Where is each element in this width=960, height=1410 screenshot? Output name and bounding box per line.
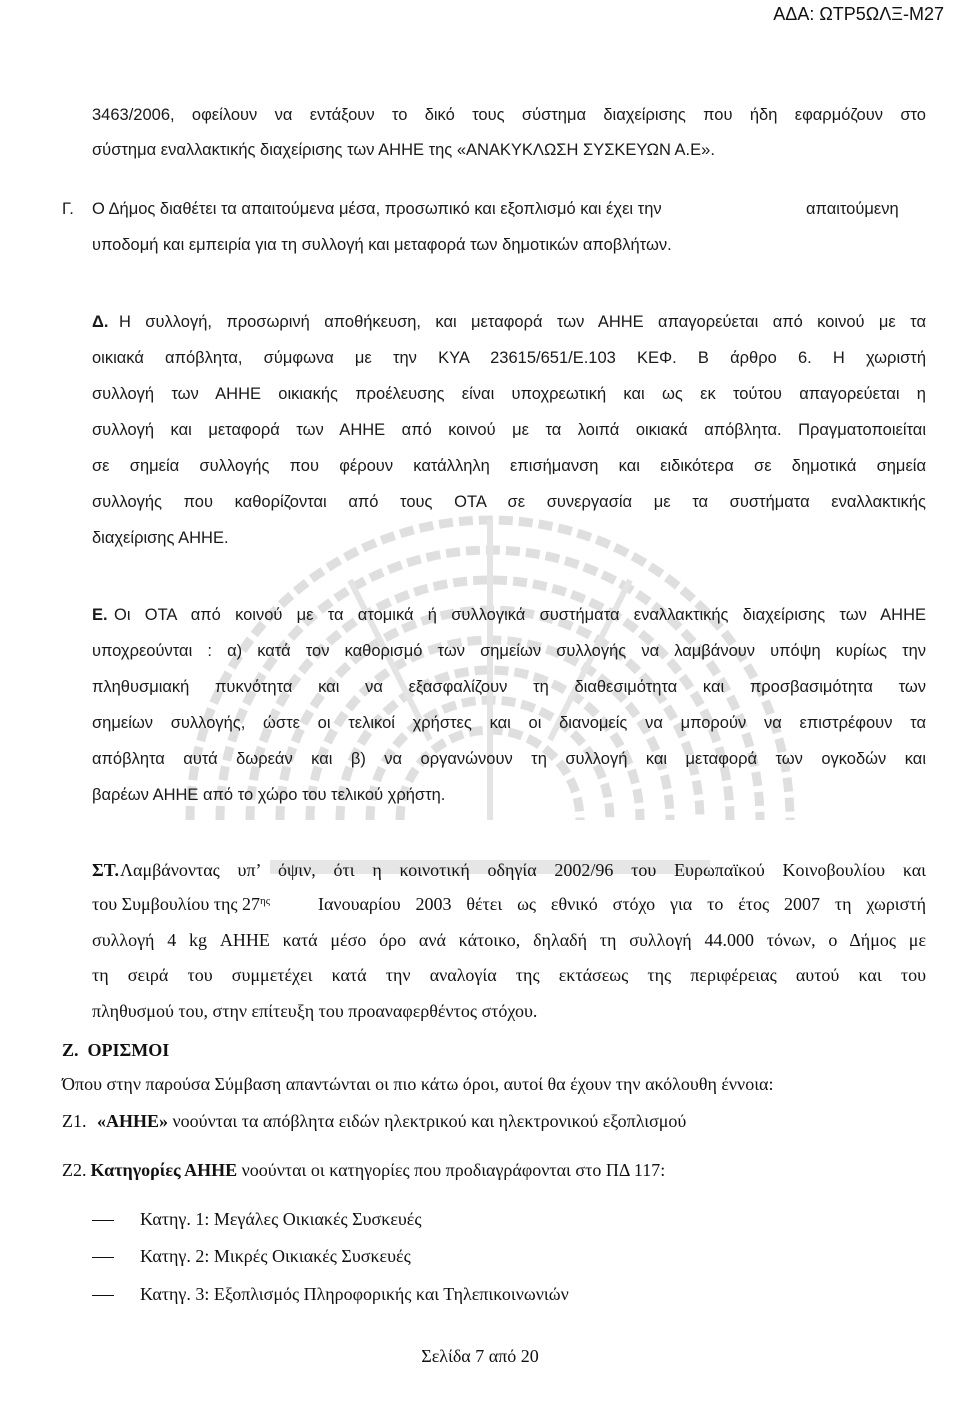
text-line: σημείων συλλογής, ώστε οι τελικοί χρήστες και οι διανομείς να μπορούν να επιστρέφουν τα bbox=[92, 714, 926, 732]
gamma-label: Γ. bbox=[62, 200, 74, 218]
text-line: συλλογή 4 kg ΑΗΗΕ κατά μέσο όρο ανά κάτοικο, δηλαδή τη συλλογή 44.000 τόνων, ο Δήμος με bbox=[92, 930, 926, 950]
delta-paragraph bbox=[92, 313, 926, 573]
text-line: οικιακά απόβλητα, σύμφωνα με την ΚΥΑ 23615/651/Ε.103 ΚΕΦ. Β άρθρο 6. Η χωριστή bbox=[92, 349, 926, 367]
epsilon-label: Ε. bbox=[92, 606, 108, 624]
z2-text: νοούνται οι κατηγορίες που προδιαγράφονται στο ΠΔ 117: bbox=[241, 1160, 666, 1180]
text-line: βαρέων ΑΗΗΕ από το χώρο του τελικού χρήστη. bbox=[92, 786, 446, 804]
text-line: διαχείρισης ΑΗΗΕ. bbox=[92, 529, 229, 547]
text-line: Οι ΟΤΑ από κοινού με τα ατομικά ή συλλογικά συστήματα εναλλακτικής διαχείρισης των ΑΗΗΕ bbox=[114, 606, 926, 624]
ordinal-suffix: ης bbox=[260, 895, 271, 907]
z1-label: Ζ1. bbox=[62, 1111, 87, 1131]
definition-z1 bbox=[62, 1111, 686, 1132]
text-line: τη σειρά του συμμετέχει κατά την αναλογία της εκτάσεως της περιφέρειας αυτού και του bbox=[92, 965, 926, 985]
st-label: ΣΤ. bbox=[92, 860, 119, 880]
text-line: πληθυσμιακή πυκνότητα και να εξασφαλίζουν τη διαθεσιμότητα και προσβασιμότητα των bbox=[92, 678, 926, 696]
epsilon-paragraph bbox=[92, 606, 926, 826]
text-line: πληθυσμού του, στην επίτευξη του προαναφερθέντος στόχου. bbox=[92, 1001, 538, 1021]
gamma-line-1-tail: απαιτούμενη bbox=[806, 200, 899, 218]
page-number: Σελίδα 7 από 20 bbox=[421, 1346, 539, 1366]
text-line bbox=[92, 894, 926, 915]
list-dash-icon bbox=[92, 1257, 114, 1258]
ada-code: ΑΔΑ: ΩΤΡ5ΩΛΞ-Μ27 bbox=[773, 4, 944, 24]
definitions-heading: Ζ. ΟΡΙΣΜΟΙ bbox=[62, 1040, 170, 1060]
list-item: Κατηγ. 2: Μικρές Οικιακές Συσκευές bbox=[140, 1246, 411, 1266]
text-line: Η συλλογή, προσωρινή αποθήκευση, και μεταφορά των ΑΗΗΕ απαγορεύεται από κοινού με τα bbox=[119, 313, 926, 331]
list-dash-icon bbox=[92, 1295, 114, 1296]
text-line: υποχρεούνται : α) κατά τον καθορισμό των σημείων συλλογής να λαμβάνουν υπόψη κυρίως την bbox=[92, 642, 926, 660]
text-line: σε σημεία συλλογής που φέρουν κατάλληλη επισήμανση και ειδικότερα σε δημοτικά σημεία bbox=[92, 457, 926, 475]
st-line2-rest: Ιανουαρίου 2003 θέτει ως εθνικό στόχο για το έτος 2007 τη χωριστή bbox=[318, 894, 926, 914]
st-paragraph bbox=[92, 860, 926, 1030]
gamma-line-2: υποδομή και εμπειρία για τη συλλογή και μεταφορά των δημοτικών αποβλήτων. bbox=[92, 236, 672, 254]
intro-paragraph bbox=[92, 106, 926, 170]
st-line2-start: του Συμβουλίου της 27 bbox=[92, 894, 261, 914]
z1-text: νοούνται τα απόβλητα ειδών ηλεκτρικού και ηλεκτρονικού εξοπλισμού bbox=[172, 1111, 687, 1131]
list-item: Κατηγ. 3: Εξοπλισμός Πληροφορικής και Τηλεπικοινωνιών bbox=[140, 1284, 569, 1304]
text-line: συλλογής που καθορίζονται από τους ΟΤΑ σε συνεργασία με τα συστήματα εναλλακτικής bbox=[92, 493, 926, 511]
z2-label: Ζ2. bbox=[62, 1160, 87, 1180]
text-line: 3463/2006, οφείλουν να εντάξουν το δικό τους σύστημα διαχείρισης που ήδη εφαρμόζουν στο bbox=[92, 106, 926, 124]
delta-label: Δ. bbox=[92, 313, 109, 331]
z1-term: «ΑΗΗΕ» bbox=[97, 1111, 169, 1131]
gamma-line-1: Ο Δήμος διαθέτει τα απαιτούμενα μέσα, προσωπικό και εξοπλισμό και έχει την bbox=[92, 200, 662, 218]
list-item: Κατηγ. 1: Μεγάλες Οικιακές Συσκευές bbox=[140, 1209, 422, 1229]
z2-term: Κατηγορίες ΑΗΗΕ bbox=[90, 1160, 238, 1180]
list-dash-icon bbox=[92, 1220, 114, 1221]
text-line: σύστημα εναλλακτικής διαχείρισης των ΑΗΗΕ της «ΑΝΑΚΥΚΛΩΣΗ ΣΥΣΚΕΥΩΝ Α.Ε». bbox=[92, 141, 715, 159]
text-line: Λαμβάνοντας υπ’ όψιν, ότι η κοινοτική οδηγία 2002/96 του Ευρωπαϊκού Κοινοβουλίου και bbox=[120, 860, 926, 880]
definition-z2 bbox=[62, 1160, 665, 1181]
text-line: απόβλητα αυτά δωρεάν και β) να οργανώνουν τη συλλογή και μεταφορά των ογκοδών και bbox=[92, 750, 926, 768]
text-line: συλλογή των ΑΗΗΕ οικιακής προέλευσης είναι υποχρεωτική και ως εκ τούτου απαγορεύεται η bbox=[92, 385, 926, 403]
definitions-intro: Όπου στην παρούσα Σύμβαση απαντώνται οι πιο κάτω όροι, αυτοί θα έχουν την ακόλουθη έννοια: bbox=[62, 1074, 774, 1094]
text-line: συλλογή και μεταφορά των ΑΗΗΕ από κοινού με τα λοιπά οικιακά απόβλητα. Πραγματοποιείται bbox=[92, 421, 926, 439]
